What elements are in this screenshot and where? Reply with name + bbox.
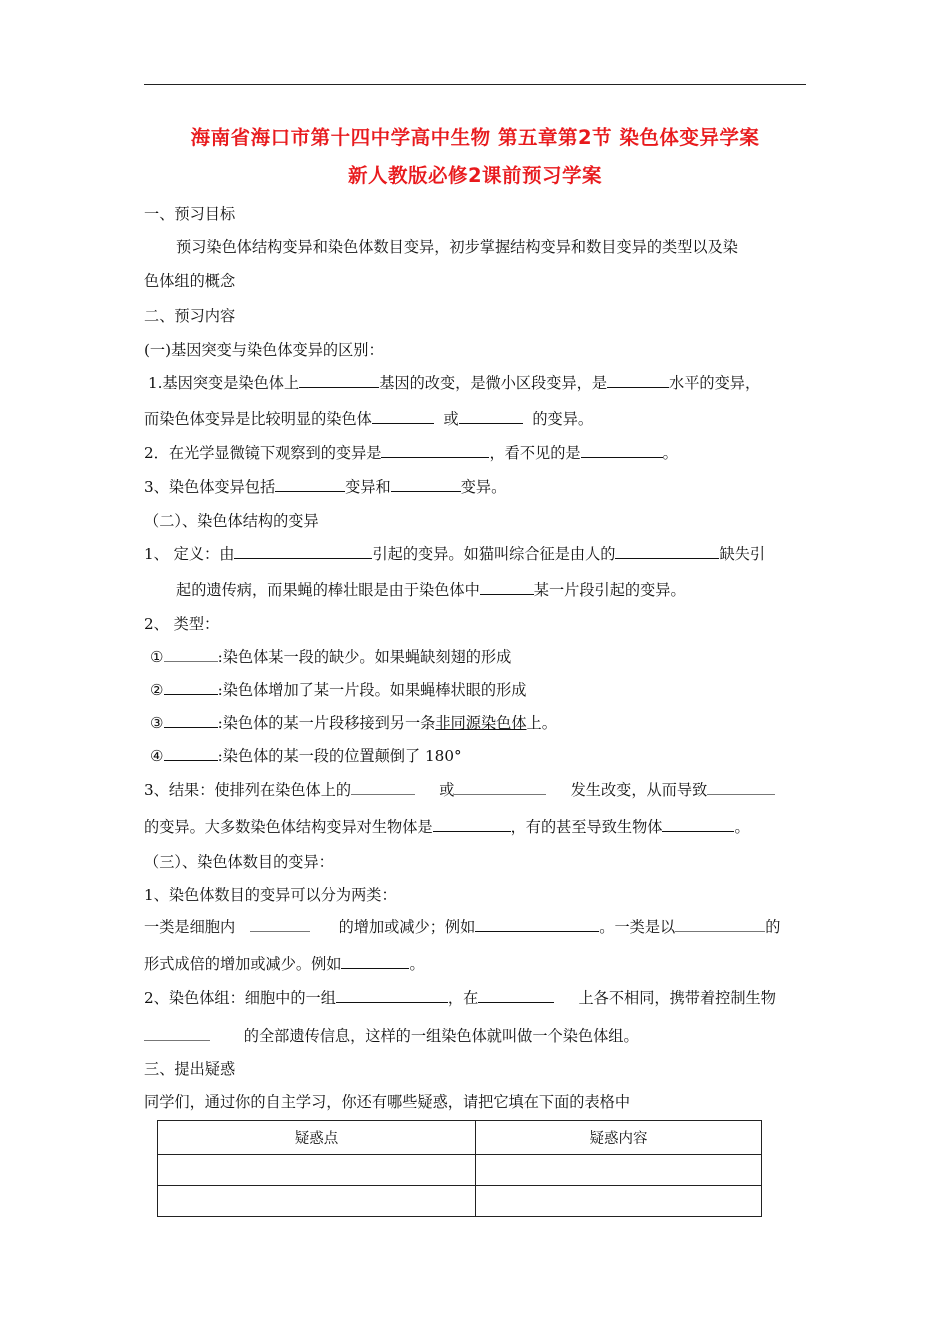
subsection-heading-c: （三）、染色体数目的变异：	[144, 853, 334, 871]
doc-title-line1: 海南省海口市第十四中学高中生物 第五章第2节 染色体变异学案	[190, 126, 760, 149]
subsection-heading-a: (一)基因突变与染色体变异的区别：	[144, 341, 384, 359]
subsection-heading-b: （二）、染色体结构的变异	[144, 512, 319, 530]
type-item-2: ② :染色体增加了某一片段。如果蝇棒状眼的形成	[150, 681, 527, 699]
fill-line-a1b: 而染色体变异是比较明显的染色体 或 的变异。	[144, 410, 594, 428]
blank[interactable]	[478, 988, 554, 1003]
type-item-1: ① :染色体某一段的缺少。如果蝇缺刻翅的形成	[150, 648, 512, 666]
fill-line-c1c: 形式成倍的增加或减少。例如 。	[144, 955, 425, 973]
blank[interactable]	[391, 477, 461, 492]
blank[interactable]	[164, 680, 218, 695]
table-header-point: 疑惑点	[158, 1121, 476, 1155]
blank[interactable]	[234, 544, 372, 559]
blank[interactable]	[372, 409, 434, 424]
fill-line-a1: 1.基因突变是染色体上 基因的改变，是微小区段变异，是 水平的变异，	[148, 374, 761, 392]
blank[interactable]	[164, 746, 218, 761]
blank[interactable]	[662, 817, 734, 832]
fill-line-a3: 3、染色体变异包括 变异和 变异。	[144, 478, 507, 496]
fill-line-c1b: 一类是细胞内 的增加或减少；例如 。一类是以 的	[144, 918, 781, 936]
doc-title-line2: 新人教版必修2课前预习学案	[347, 164, 603, 187]
blank[interactable]	[454, 780, 546, 795]
fill-line-a2: 2．在光学显微镜下观察到的变异是 ，看不见的是 。	[144, 444, 678, 462]
table-cell[interactable]	[476, 1155, 762, 1186]
table-header-content: 疑惑内容	[476, 1121, 762, 1155]
fill-line-b1b: 起的遗传病，而果蝇的棒壮眼是由于染色体中 某一片段引起的变异。	[176, 581, 686, 599]
line-c1: 1、染色体数目的变异可以分为两类：	[144, 886, 397, 904]
section-heading-content: 二、预习内容	[144, 307, 236, 325]
blank[interactable]	[144, 1026, 210, 1041]
section-heading-goals: 一、预习目标	[144, 205, 236, 223]
goals-text-1: 预习染色体结构变异和染色体数目变异，初步掌握结构变异和数目变异的类型以及染	[176, 238, 738, 256]
type-item-4: ④ :染色体的某一段的位置颠倒了 180°	[150, 747, 462, 765]
table-cell[interactable]	[158, 1155, 476, 1186]
blank[interactable]	[381, 443, 489, 458]
doubts-table	[157, 1120, 762, 1217]
blank[interactable]	[615, 544, 719, 559]
blank[interactable]	[707, 780, 775, 795]
blank[interactable]	[607, 373, 669, 388]
blank[interactable]	[480, 580, 534, 595]
type-item-3: ③ :染色体的某一片段移接到另一条非同源染色体上。	[150, 714, 557, 732]
blank[interactable]	[351, 780, 415, 795]
blank[interactable]	[675, 917, 765, 932]
blank[interactable]	[433, 817, 511, 832]
blank[interactable]	[341, 954, 409, 969]
blank[interactable]	[336, 988, 448, 1003]
blank[interactable]	[164, 713, 218, 728]
blank[interactable]	[299, 373, 379, 388]
section-heading-questions: 三、提出疑惑	[144, 1060, 236, 1078]
goals-text-2: 色体组的概念	[144, 272, 236, 290]
questions-intro: 同学们，通过你的自主学习，你还有哪些疑惑，请把它填在下面的表格中	[144, 1093, 630, 1111]
table-cell[interactable]	[158, 1186, 476, 1217]
fill-line-b3: 3、结果：使排列在染色体上的 或 发生改变，从而导致	[144, 779, 824, 800]
blank[interactable]	[459, 409, 523, 424]
fill-line-c2: 2、染色体组：细胞中的一组 ，在 上各不相同，携带着控制生物	[144, 989, 776, 1007]
blank[interactable]	[275, 477, 345, 492]
fill-line-b1: 1、 定义：由 引起的变异。如猫叫综合征是由人的 缺失引	[144, 545, 765, 563]
fill-line-c2b: 的全部遗传信息，这样的一组染色体就叫做一个染色体组。	[144, 1025, 824, 1046]
blank[interactable]	[250, 917, 310, 932]
types-heading: 2、 类型：	[144, 615, 220, 633]
table-cell[interactable]	[476, 1186, 762, 1217]
blank[interactable]	[475, 917, 599, 932]
top-rule	[144, 84, 806, 85]
fill-line-b3b: 的变异。大多数染色体结构变异对生物体是 ，有的甚至导致生物体 。	[144, 818, 750, 836]
blank[interactable]	[164, 647, 218, 662]
blank[interactable]	[581, 443, 663, 458]
